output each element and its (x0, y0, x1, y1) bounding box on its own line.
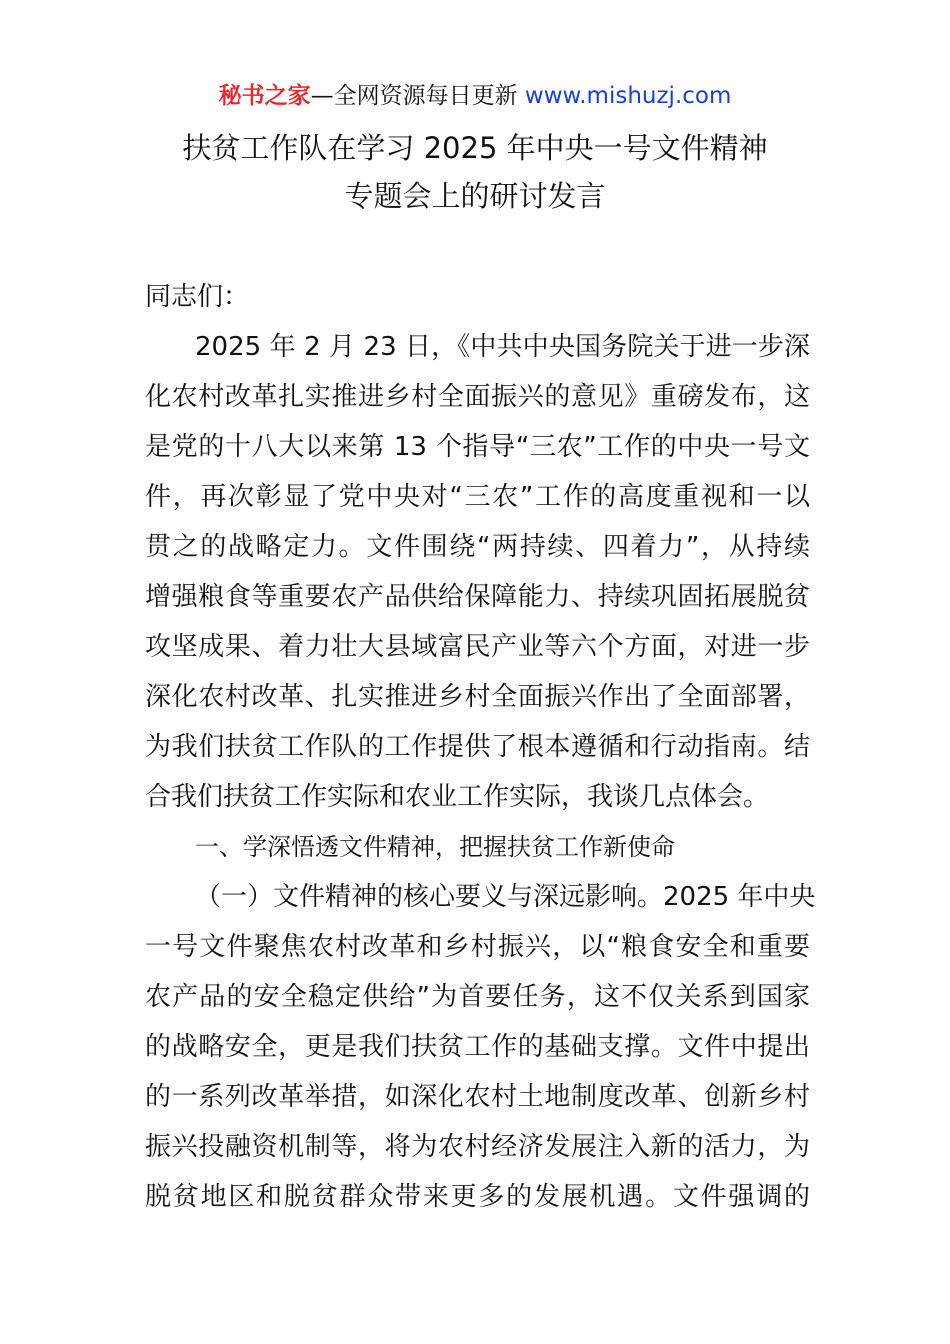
paragraph-line: 一号文件聚焦农村改革和乡村振兴，以“粮食安全和重要 (145, 932, 810, 962)
paragraph-line: 2025 年 2 月 23 日，《中共中央国务院关于进一步深 (195, 332, 810, 362)
paragraph-line: 农产品的安全稳定供给”为首要任务，这不仅关系到国家 (145, 982, 810, 1012)
brand-name: 秘书之家 (218, 83, 311, 109)
banner-tagline: —全网资源每日更新 (310, 83, 525, 109)
paragraph-line: 的一系列改革举措，如深化农村土地制度改革、创新乡村 (145, 1082, 810, 1112)
paragraph-line: 化农村改革扎实推进乡村全面振兴的意见》重磅发布，这 (145, 382, 810, 412)
paragraph-line: 是党的十八大以来第 13 个指导“三农”工作的中央一号文 (145, 432, 810, 462)
paragraph-line: 为我们扶贫工作队的工作提供了根本遵循和行动指南。结 (145, 732, 810, 762)
paragraph-line: 贯之的战略定力。文件围绕“两持续、四着力”，从持续 (145, 532, 810, 562)
document-title-line-2: 专题会上的研讨发言 (344, 179, 606, 213)
paragraph-line: 攻坚成果、着力壮大县域富民产业等六个方面，对进一步 (145, 632, 810, 662)
paragraph-line: 的战略安全，更是我们扶贫工作的基础支撑。文件中提出 (145, 1032, 810, 1062)
paragraph-line: 振兴投融资机制等，将为农村经济发展注入新的活力，为 (145, 1132, 810, 1162)
salutation: 同志们： (145, 282, 250, 312)
document-title-line-1: 扶贫工作队在学习 2025 年中央一号文件精神 (182, 131, 768, 165)
paragraph-line: 合我们扶贫工作实际和农业工作实际，我谈几点体会。 (145, 782, 770, 812)
site-url-link[interactable]: www.mishuzj.com (524, 83, 732, 109)
section-heading: 一、学深悟透文件精神，把握扶贫工作新使命 (195, 833, 675, 861)
paragraph-line: 增强粮食等重要农产品供给保障能力、持续巩固拓展脱贫 (145, 582, 810, 612)
site-banner (0, 80, 950, 112)
paragraph-line: 件，再次彰显了党中央对“三农”工作的高度重视和一以 (145, 482, 810, 512)
paragraph-line: 深化农村改革、扎实推进乡村全面振兴作出了全面部署， (145, 682, 810, 712)
subsection-heading-line: （一）文件精神的核心要义与深远影响。2025 年中央 (195, 882, 816, 912)
paragraph-line: 脱贫地区和脱贫群众带来更多的发展机遇。文件强调的 (145, 1182, 810, 1212)
